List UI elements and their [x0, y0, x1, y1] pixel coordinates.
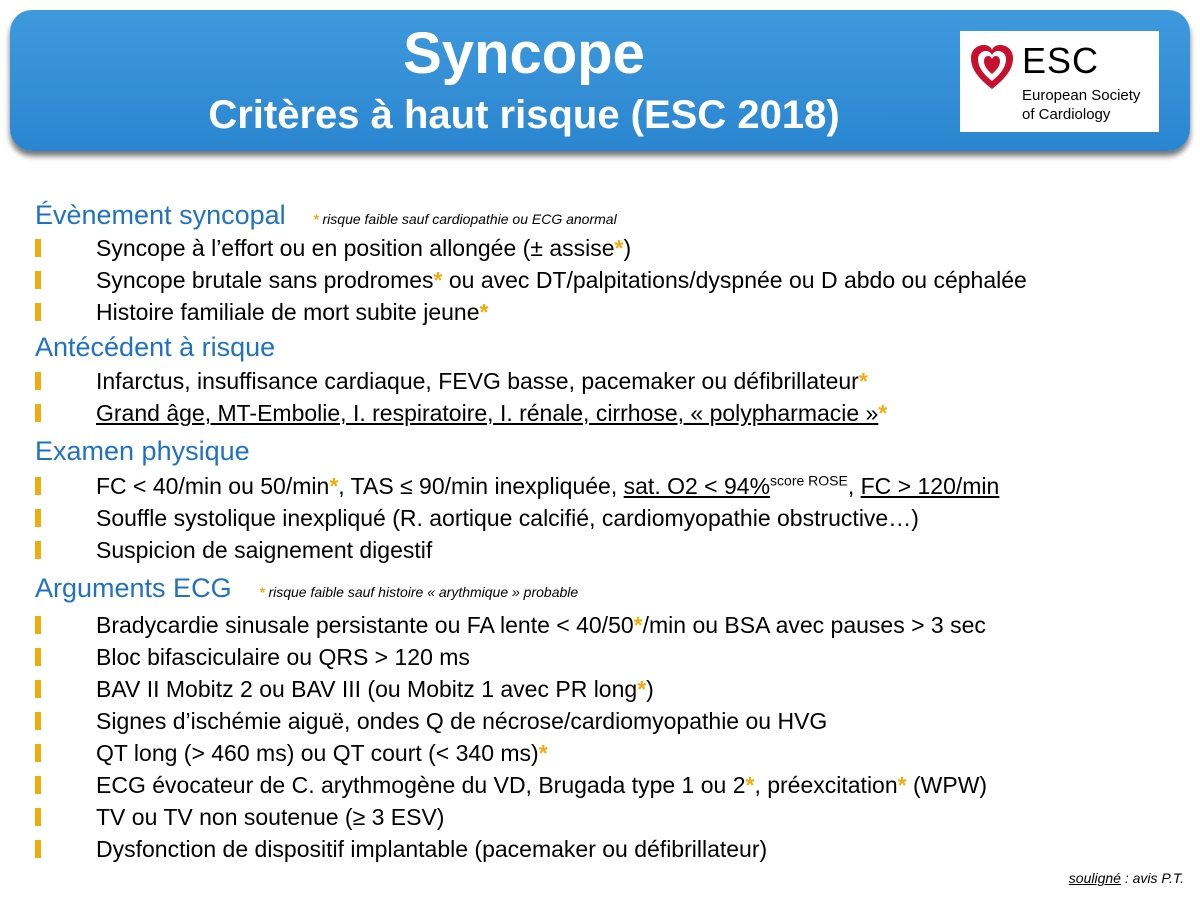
item-text-underlined: sat. O2 < 94%: [623, 473, 771, 499]
asterisk: *: [897, 772, 907, 798]
section-note: [313, 211, 617, 227]
logo-line-1: European Society: [1022, 87, 1141, 104]
bullet-marker: [35, 680, 41, 698]
asterisk: *: [614, 235, 624, 261]
list-item: [96, 399, 887, 427]
item-text: TV ou TV non soutenue (≥ 3 ESV): [96, 804, 445, 830]
bullet-marker: [35, 808, 41, 826]
logo-acronym: ESC: [1022, 40, 1100, 81]
section-title-evenement: [35, 199, 617, 235]
slide-subtitle: Critères à haut risque (ESC 2018): [208, 93, 840, 137]
list-item: [96, 611, 986, 639]
bullet-marker: [35, 303, 41, 321]
bullet-marker: [35, 648, 41, 666]
item-text: ECG évocateur de C. arythmogène du VD, Brugada type 1 ou 2: [96, 772, 746, 798]
bullet-marker: [35, 744, 41, 762]
footer-note: [1069, 870, 1184, 886]
asterisk: *: [538, 740, 548, 766]
item-text-underlined: FC > 120/min: [860, 473, 1000, 499]
list-item: [96, 803, 444, 831]
list-item: [96, 472, 999, 500]
item-text: FC < 40/min ou 50/min: [96, 473, 330, 499]
item-text: Bloc bifasciculaire ou QRS > 120 ms: [96, 644, 470, 670]
asterisk: *: [745, 772, 755, 798]
item-text: Signes d’ischémie aiguë, ondes Q de nécrose/cardiomyopathie ou HVG: [96, 708, 828, 734]
section-title-text: Arguments ECG: [35, 573, 232, 603]
bullet-marker: [35, 404, 41, 422]
asterisk: *: [878, 400, 888, 426]
slide-title: Syncope: [403, 21, 645, 86]
footer-text: : avis P.T.: [1120, 870, 1184, 886]
section-title-text: Évènement syncopal: [35, 200, 286, 230]
bullet-marker: [35, 509, 41, 527]
section-note: [259, 584, 578, 600]
section-title-antecedent: [35, 331, 275, 363]
logo-line-2: of Cardiology: [1022, 106, 1111, 123]
list-item: [96, 504, 919, 532]
asterisk: *: [259, 584, 265, 600]
item-text-underlined: Grand âge, MT-Embolie, I. respiratoire, I. rénale, cirrhose, « polypharmacie »: [96, 400, 879, 426]
asterisk: *: [633, 612, 643, 638]
asterisk: *: [479, 299, 489, 325]
item-text: Syncope à l’effort ou en position allongée (± assise: [96, 235, 615, 261]
note-text: risque faible sauf histoire « arythmique » probable: [268, 584, 579, 600]
list-item: [96, 739, 548, 767]
asterisk: *: [637, 676, 647, 702]
bullet-marker: [35, 616, 41, 634]
item-text: Souffle systolique inexpliqué (R. aortique calcifié, cardiomyopathie obstructive…): [96, 505, 919, 531]
item-text: ou avec DT/palpitations/dyspnée ou D abdo ou céphalée: [442, 267, 1027, 293]
item-text: /min ou BSA avec pauses > 3 sec: [642, 612, 986, 638]
bullet-marker: [35, 239, 41, 257]
item-text: ): [646, 676, 654, 702]
superscript: score ROSE: [770, 472, 848, 489]
list-item: [96, 298, 488, 326]
list-item: [96, 707, 827, 735]
bullet-marker: [35, 712, 41, 730]
asterisk: *: [858, 368, 868, 394]
note-text: risque faible sauf cardiopathie ou ECG anormal: [322, 211, 617, 227]
section-title-ecg: [35, 572, 578, 608]
item-text: , TAS ≤ 90/min inexpliquée,: [338, 473, 624, 499]
bullet-marker: [35, 776, 41, 794]
asterisk: *: [433, 267, 443, 293]
item-text: , préexcitation: [754, 772, 898, 798]
section-title-text: Antécédent à risque: [35, 332, 276, 362]
bullet-marker: [35, 840, 41, 858]
list-item: [96, 835, 767, 863]
bullet-marker: [35, 372, 41, 390]
list-item: [96, 771, 987, 799]
item-text: Suspicion de saignement digestif: [96, 537, 433, 563]
section-title-examen: [35, 435, 250, 467]
item-text: QT long (> 460 ms) ou QT court (< 340 ms): [96, 740, 539, 766]
list-item: [96, 266, 1027, 294]
item-text: (WPW): [906, 772, 988, 798]
item-text: Dysfonction de dispositif implantable (pacemaker ou défibrillateur): [96, 836, 768, 862]
bullet-marker: [35, 477, 41, 495]
bullet-marker: [35, 541, 41, 559]
section-title-text: Examen physique: [35, 436, 250, 466]
list-item: [96, 675, 654, 703]
item-text: Syncope brutale sans prodromes: [96, 267, 434, 293]
item-text: BAV II Mobitz 2 ou BAV III (ou Mobitz 1 avec PR long: [96, 676, 638, 702]
list-item: [96, 234, 631, 262]
item-text: ,: [847, 473, 861, 499]
item-text: Infarctus, insuffisance cardiaque, FEVG basse, pacemaker ou défibrillateur: [96, 368, 859, 394]
item-text: Histoire familiale de mort subite jeune: [96, 299, 480, 325]
footer-underlined: souligné: [1068, 870, 1121, 886]
asterisk: *: [313, 211, 319, 227]
list-item: [96, 643, 470, 671]
list-item: [96, 536, 432, 564]
list-item: [96, 367, 868, 395]
item-text: Bradycardie sinusale persistante ou FA lente < 40/50: [96, 612, 634, 638]
bullet-marker: [35, 271, 41, 289]
asterisk: *: [329, 473, 339, 499]
item-text: ): [623, 235, 632, 261]
